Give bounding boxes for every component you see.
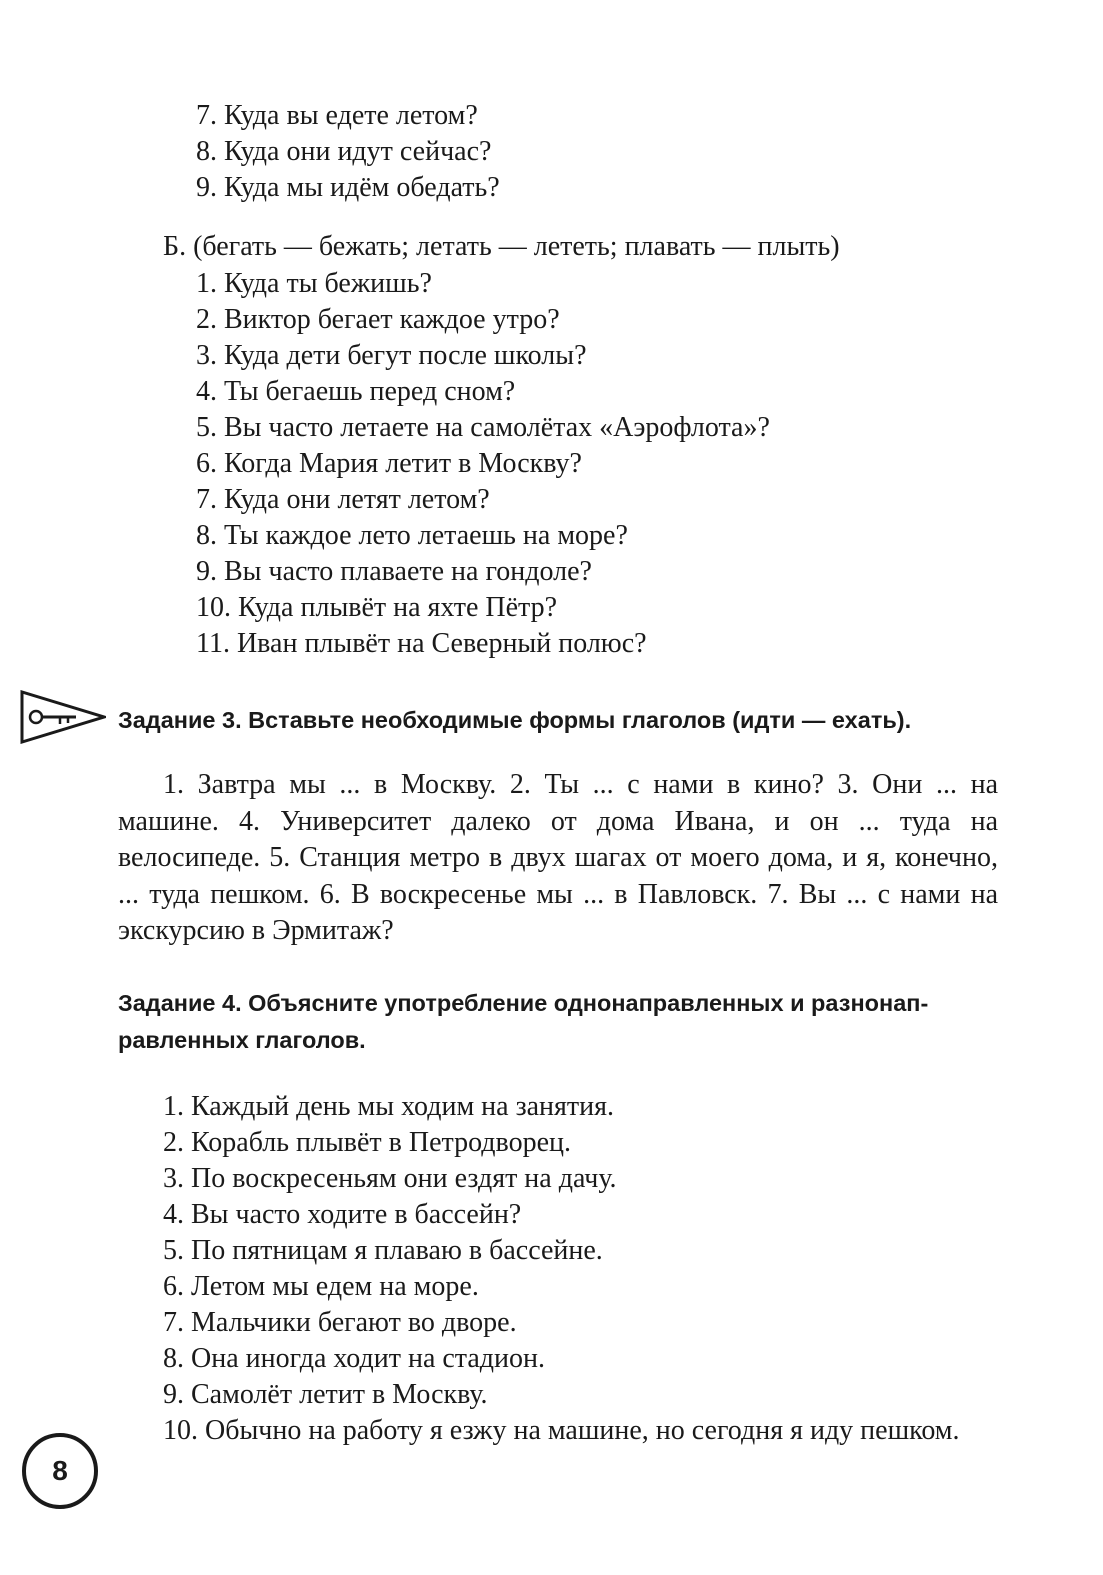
section-b-heading: Б. (бегать — бежать; летать — лететь; плавать — плыть) [163, 231, 840, 262]
list-item: 6. Летом мы едем на море. [163, 1271, 479, 1302]
list-item: 6. Когда Мария летит в Москву? [196, 448, 582, 479]
list-item: 9. Куда мы идём обедать? [196, 172, 500, 203]
list-item: 11. Иван плывёт на Северный полюс? [196, 628, 647, 659]
task-4-title-line2: равленных глаголов. [118, 1027, 366, 1053]
list-item: 7. Куда вы едете летом? [196, 100, 478, 131]
page-number: 8 [22, 1433, 98, 1509]
list-item: 8. Ты каждое лето летаешь на море? [196, 520, 628, 551]
task-3-text: 1. Завтра мы ... в Москву. 2. Ты ... с нами в кино? 3. Они ... на машине. 4. Университет далеко от дома Ивана, и он ... туда на велосипеде. 5. Станция метро в двух шагах от моего дома, и я, конечно, ... туда пешком. 6. В воскресенье мы ... в Павловск. 7. Вы ... с нами на экскурсию в Эрмитаж? [118, 769, 998, 946]
list-item: 8. Она иногда ходит на стадион. [163, 1343, 546, 1374]
task-4-title-line1: Задание 4. Объясните употребление однонаправленных и разнонап- [118, 990, 929, 1016]
list-item: 5. По пятницам я плаваю в бассейне. [163, 1235, 603, 1266]
list-item: 8. Куда они идут сейчас? [196, 136, 492, 167]
key-icon [20, 690, 106, 744]
list-item: 9. Вы часто плаваете на гондоле? [196, 556, 592, 587]
list-item: 10. Куда плывёт на яхте Пётр? [196, 592, 558, 623]
list-item: 10. Обычно на работу я езжу на машине, но сегодня я иду пешком. [163, 1415, 960, 1446]
list-item: 3. Куда дети бегут после школы? [196, 340, 587, 371]
list-item: 7. Куда они летят летом? [196, 484, 490, 515]
list-item: 7. Мальчики бегают во дворе. [163, 1307, 517, 1338]
list-item: 4. Ты бегаешь перед сном? [196, 376, 516, 407]
list-item: 3. По воскресеньям они ездят на дачу. [163, 1163, 617, 1194]
list-item: 4. Вы часто ходите в бассейн? [163, 1199, 522, 1230]
list-item: 9. Самолёт летит в Москву. [163, 1379, 488, 1410]
list-item: 1. Куда ты бежишь? [196, 268, 432, 299]
list-item: 2. Виктор бегает каждое утро? [196, 304, 560, 335]
list-item: 5. Вы часто летаете на самолётах «Аэрофлота»? [196, 412, 770, 443]
list-item: 2. Корабль плывёт в Петродворец. [163, 1127, 571, 1158]
task-3-title: Задание 3. Вставьте необходимые формы глаголов (идти — ехать). [118, 707, 912, 733]
list-item: 1. Каждый день мы ходим на занятия. [163, 1091, 615, 1122]
